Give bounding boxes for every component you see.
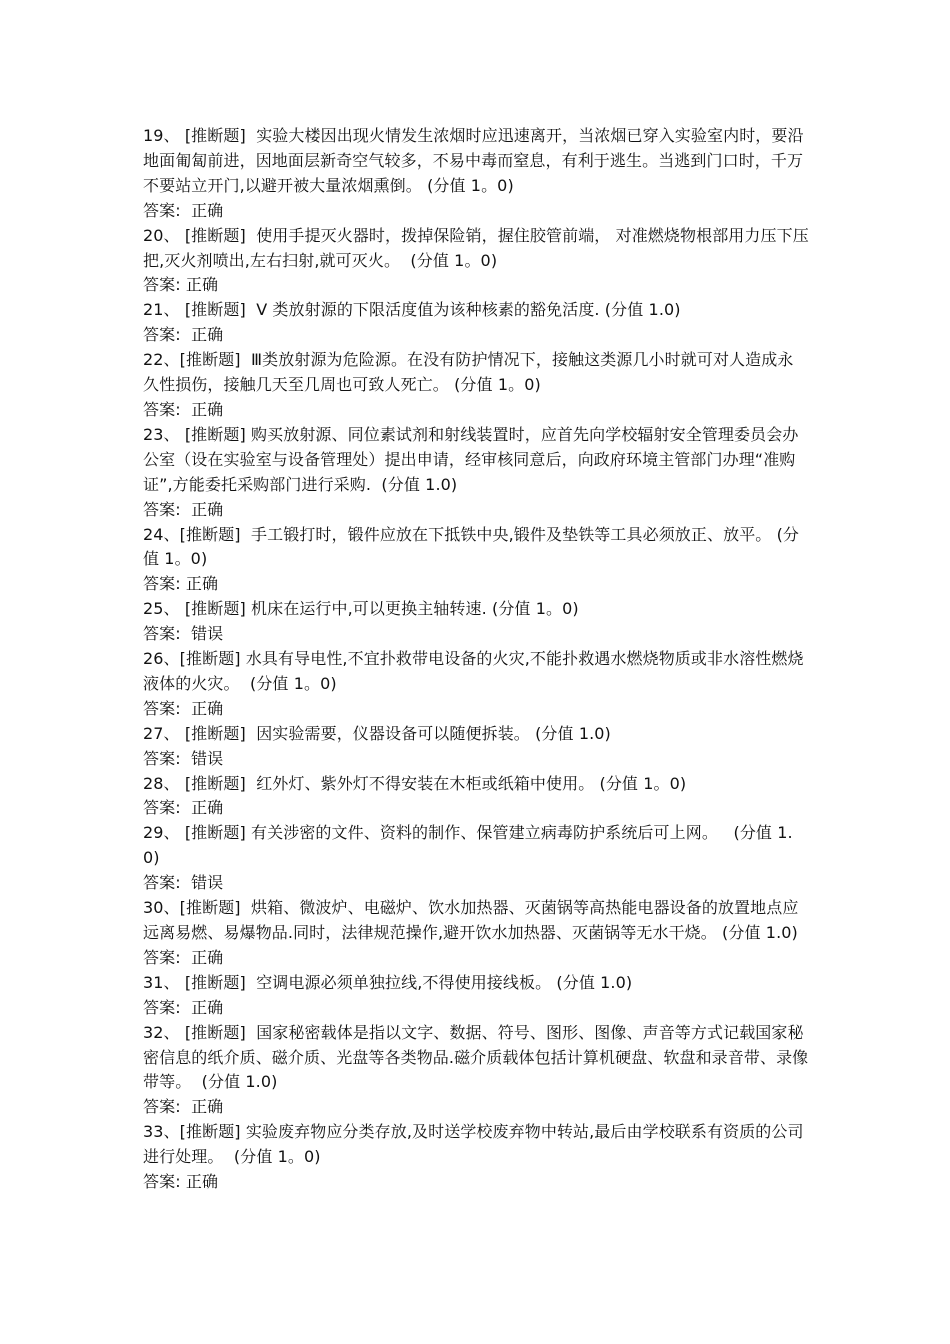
question-item (143, 224, 809, 299)
answer-text: 答案: 错误 (143, 624, 224, 644)
question-text: 31、 [推断题] 空调电源必须单独拉线,不得使用接线板。 (分值 1.0) (143, 972, 633, 992)
question-item (143, 348, 809, 423)
answer-text: 答案: 正确 (143, 200, 224, 220)
answer-text: 答案: 正确 (143, 499, 224, 519)
question-item (143, 1120, 809, 1195)
question-text: 19、 [推断题] 实验大楼因出现火情发生浓烟时应迅速离开，当浓烟已穿入实验室内时，要沿地面匍匐前进，因地面层新奇空气较多，不易中毒而窒息，有利于逃生。当逃到门口时，千万不要站立开门,以避开被大量浓烟熏倒。 (分值 1。0) (143, 126, 804, 195)
question-item (143, 772, 809, 822)
answer-text: 答案: 错误 (143, 748, 224, 768)
question-item (143, 523, 809, 598)
question-item (143, 423, 809, 523)
question-text: 24、[推断题] 手工锻打时，锻件应放在下抵铁中央,锻件及垫铁等工具必须放正、放平。 (分值 1。0) (143, 524, 800, 569)
question-item (143, 1021, 809, 1121)
question-item (143, 647, 809, 722)
question-text: 26、[推断题] 水具有导电性,不宜扑救带电设备的火灾,不能扑救遇水燃烧物质或非水溶性燃烧液体的火灾。 (分值 1。0) (143, 649, 804, 693)
question-text: 32、 [推断题] 国家秘密载体是指以文字、数据、符号、图形、图像、声音等方式记载国家秘密信息的纸介质、磁介质、光盘等各类物品.磁介质载体包括计算机硬盘、软盘和录音带、录像带等。 (分值 1.0) (143, 1022, 809, 1092)
answer-text: 答案: 正确 (143, 997, 224, 1017)
question-text: 23、 [推断题] 购买放射源、同位素试剂和射线装置时，应首先向学校辐射安全管理委员会办公室（设在实验室与设备管理处）提出申请，经审核同意后，向政府环境主管部门办理“准购证”,方能委托采购部门进行采购. (分值 1.0) (143, 424, 799, 494)
answer-text: 答案: 正确 (143, 698, 224, 718)
question-text: 22、[推断题] Ⅲ类放射源为危险源。在没有防护情况下，接触这类源几小时就可对人造成永久性损伤，接触几天至几周也可致人死亡。 (分值 1。0) (143, 350, 794, 395)
answer-text: 答案: 正确 (143, 325, 224, 345)
question-text: 27、 [推断题] 因实验需要，仪器设备可以随便拆装。 (分值 1.0) (143, 723, 611, 743)
answer-text: 答案: 错误 (143, 873, 224, 893)
question-item (143, 821, 809, 896)
answer-text: 答案: 正确 (143, 275, 219, 295)
question-text: 25、 [推断题] 机床在运行中,可以更换主轴转速. (分值 1。0) (143, 599, 579, 619)
question-text: 29、 [推断题] 有关涉密的文件、资料的制作、保管建立病毒防护系统后可上网。 (分值 1.0) (143, 823, 793, 868)
answer-text: 答案: 正确 (143, 798, 224, 818)
question-list (143, 124, 809, 1195)
question-item (143, 597, 809, 647)
question-item (143, 298, 809, 348)
question-item (143, 896, 809, 971)
question-text: 30、[推断题] 烘箱、微波炉、电磁炉、饮水加热器、灭菌锅等高热能电器设备的放置地点应远离易燃、易爆物品.同时，法律规范操作,避开饮水加热器、灭菌锅等无水干烧。 (分值 1.0) (143, 898, 799, 942)
answer-text: 答案: 正确 (143, 1097, 224, 1117)
answer-text: 答案: 正确 (143, 947, 224, 967)
question-item (143, 124, 809, 224)
question-text: 28、 [推断题] 红外灯、紫外灯不得安装在木柜或纸箱中使用。 (分值 1。0) (143, 773, 687, 793)
question-item (143, 722, 809, 772)
answer-text: 答案: 正确 (143, 399, 224, 419)
answer-text: 答案: 正确 (143, 1172, 219, 1192)
question-text: 20、 [推断题] 使用手提灭火器时，拨掉保险销，握住胶管前端， 对准燃烧物根部用力压下压把,灭火剂喷出,左右扫射,就可灭火。 (分值 1。0) (143, 225, 809, 270)
answer-text: 答案: 正确 (143, 574, 219, 594)
question-text: 33、[推断题] 实验废弃物应分类存放,及时送学校废弃物中转站,最后由学校联系有资质的公司进行处理。 (分值 1。0) (143, 1122, 804, 1167)
question-item (143, 971, 809, 1021)
question-text: 21、 [推断题] V 类放射源的下限活度值为该种核素的豁免活度. (分值 1.0) (143, 300, 681, 320)
